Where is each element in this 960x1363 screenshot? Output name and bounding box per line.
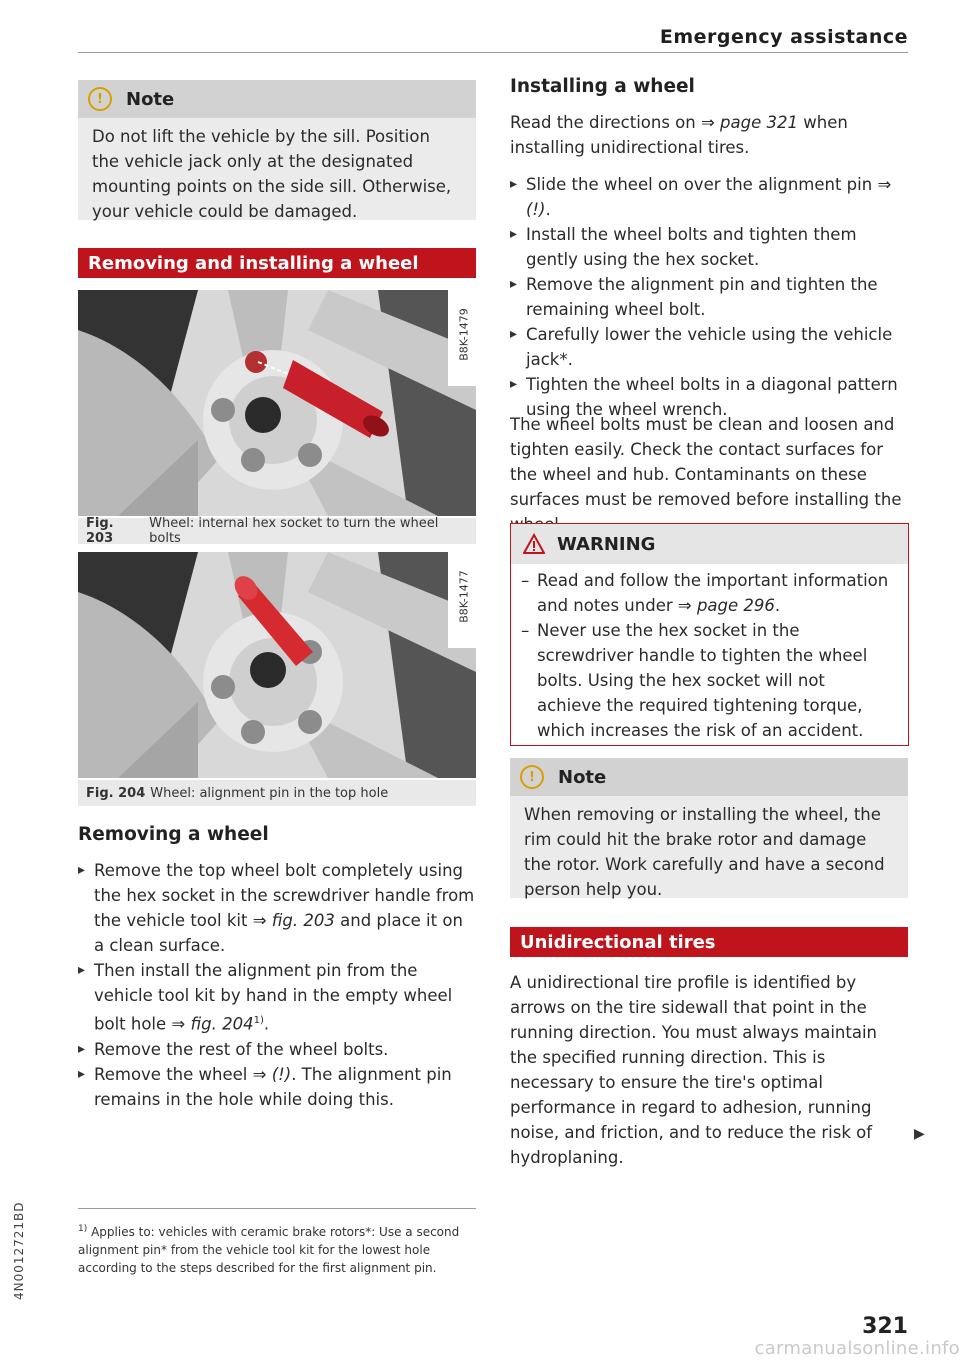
warning-triangle-icon: [523, 533, 545, 555]
warning-text: .: [774, 596, 781, 615]
figure-203-caption-text: Wheel: internal hex socket to turn the wheel bolts: [149, 516, 439, 546]
warning-item-2: – Never use the hex socket in the screwdriver handle to tighten the wheel bolts. Using the hex socket will not achieve the required tightening torque, which increases the risk of an accident.: [511, 618, 894, 743]
page-number: 321: [862, 1314, 908, 1339]
note-link[interactable]: ⇒ (!): [252, 1064, 292, 1084]
installing-step-5: ▸ Tighten the wheel bolts in a diagonal pattern using the wheel wrench.: [510, 372, 908, 422]
figure-204-caption-text: Wheel: alignment pin in the top hole: [150, 785, 389, 801]
warning-title: WARNING: [557, 533, 656, 555]
note-header: [510, 758, 908, 796]
figure-204-caption: [78, 780, 476, 806]
installing-steps: [510, 172, 908, 422]
warning-box: [510, 523, 909, 746]
warning-header: [511, 524, 908, 564]
note-title: Note: [126, 88, 175, 110]
info-exclamation-icon: !: [88, 87, 112, 111]
note-box-lift: [78, 80, 476, 220]
removing-wheel-heading: Removing a wheel: [78, 824, 269, 845]
note-body: Do not lift the vehicle by the sill. Position the vehicle jack only at the designated mounting points on the side sill. Otherwise, your vehicle could be damaged.: [92, 127, 452, 221]
intro-text: when installing unidirectional tires.: [510, 113, 848, 157]
figure-203-caption: [78, 518, 476, 544]
step-text: Then install the alignment pin from the vehicle tool kit by hand in the empty wheel bolt hole: [94, 961, 453, 1034]
document-code: 4N0012721BD: [12, 1201, 26, 1300]
continue-arrow-icon: ▶: [914, 1126, 925, 1142]
removing-steps: [78, 858, 476, 1112]
wheel-alignment-pin-illustration: [78, 552, 476, 778]
figure-204-image: [78, 552, 476, 778]
info-exclamation-icon: !: [520, 765, 544, 789]
page-296-link[interactable]: ⇒ page 296: [677, 596, 775, 615]
footnote-mark: 1): [78, 1224, 88, 1234]
installing-wheel-heading: Installing a wheel: [510, 76, 695, 97]
wheel-hex-socket-illustration: [78, 290, 476, 516]
installing-intro: [510, 110, 908, 160]
warning-text: Read and follow the important information and notes under: [537, 571, 889, 615]
figure-203-image: [78, 290, 476, 516]
page-321-link[interactable]: ⇒ page 321: [700, 113, 799, 132]
header-divider: [78, 52, 908, 53]
step-text: and place it on a clean surface.: [94, 911, 463, 955]
watermark: carmanualsonline.info: [754, 1338, 960, 1359]
running-header-title: Emergency assistance: [659, 26, 908, 48]
figure-203-label: Fig. 203: [86, 516, 114, 546]
step-text: .: [545, 200, 551, 219]
figure-204-label: Fig. 204: [86, 785, 146, 801]
section-title-removing-installing: Removing and installing a wheel: [78, 248, 476, 278]
footnote-divider: [78, 1208, 476, 1209]
footnote: [78, 1220, 476, 1277]
installing-step-2: ▸ Install the wheel bolts and tighten them gently using the hex socket.: [510, 222, 908, 272]
note-body: When removing or installing the wheel, the rim could hit the brake rotor and damage the rotor. Work carefully and have a second person help you.: [524, 805, 885, 899]
wheel-bolts-paragraph: The wheel bolts must be clean and loosen and tighten easily. Check the contact surfaces for the wheel and hub. Contaminants on these surfaces must be removed before installing the: [510, 415, 902, 509]
warning-item-1: [511, 568, 894, 618]
footnote-marker: 1): [253, 1015, 264, 1026]
step-text: Remove the top wheel bolt completely using the hex socket in the screwdriver handle from the vehicle tool kit: [94, 861, 475, 930]
step-text: Remove the wheel: [94, 1064, 253, 1084]
step-text: .: [263, 1014, 270, 1034]
note-title: Note: [558, 766, 607, 788]
step-text: Slide the wheel on over the alignment pin: [526, 175, 878, 194]
note-link[interactable]: ⇒ (!): [526, 175, 892, 219]
section-title-unidirectional: Unidirectional tires: [510, 927, 908, 957]
intro-text: Read the directions on: [510, 113, 701, 132]
note-header: [78, 80, 476, 118]
step-text: . The alignment pin remains in the hole while doing this.: [94, 1064, 452, 1109]
removing-step-1: [78, 858, 476, 958]
figure-204-code: B8K-1477: [457, 570, 471, 623]
fig-203-link[interactable]: ⇒ fig. 203: [252, 911, 335, 930]
installing-step-4: ▸ Carefully lower the vehicle using the vehicle jack*.: [510, 322, 908, 372]
footnote-text: Applies to: vehicles with ceramic brake rotors*: Use a second alignment pin* from the vehicle tool kit for the lowest hole according to the steps described for the first alignment pin.: [78, 1225, 460, 1275]
unidirectional-paragraph: A unidirectional tire profile is identified by arrows on the tire sidewall that point in the running direction. You must always maintain the specified running direction. This is necessary to ensure the tire's optimal performance in regard to adhesion, running noise, and friction, and to reduce the risk of hydroplaning.: [510, 973, 877, 1167]
figure-203-code: B8K-1479: [457, 308, 471, 361]
note-box-removing: [510, 758, 908, 898]
installing-step-3: ▸ Remove the alignment pin and tighten the remaining wheel bolt.: [510, 272, 908, 322]
removing-step-4: [78, 1062, 476, 1112]
installing-step-1: [510, 172, 908, 222]
fig-204-link[interactable]: ⇒ fig. 204: [171, 1014, 254, 1034]
removing-step-3: ▸ Remove the rest of the wheel bolts.: [78, 1037, 476, 1062]
warning-body: [511, 564, 908, 743]
removing-step-2: [78, 958, 476, 1037]
